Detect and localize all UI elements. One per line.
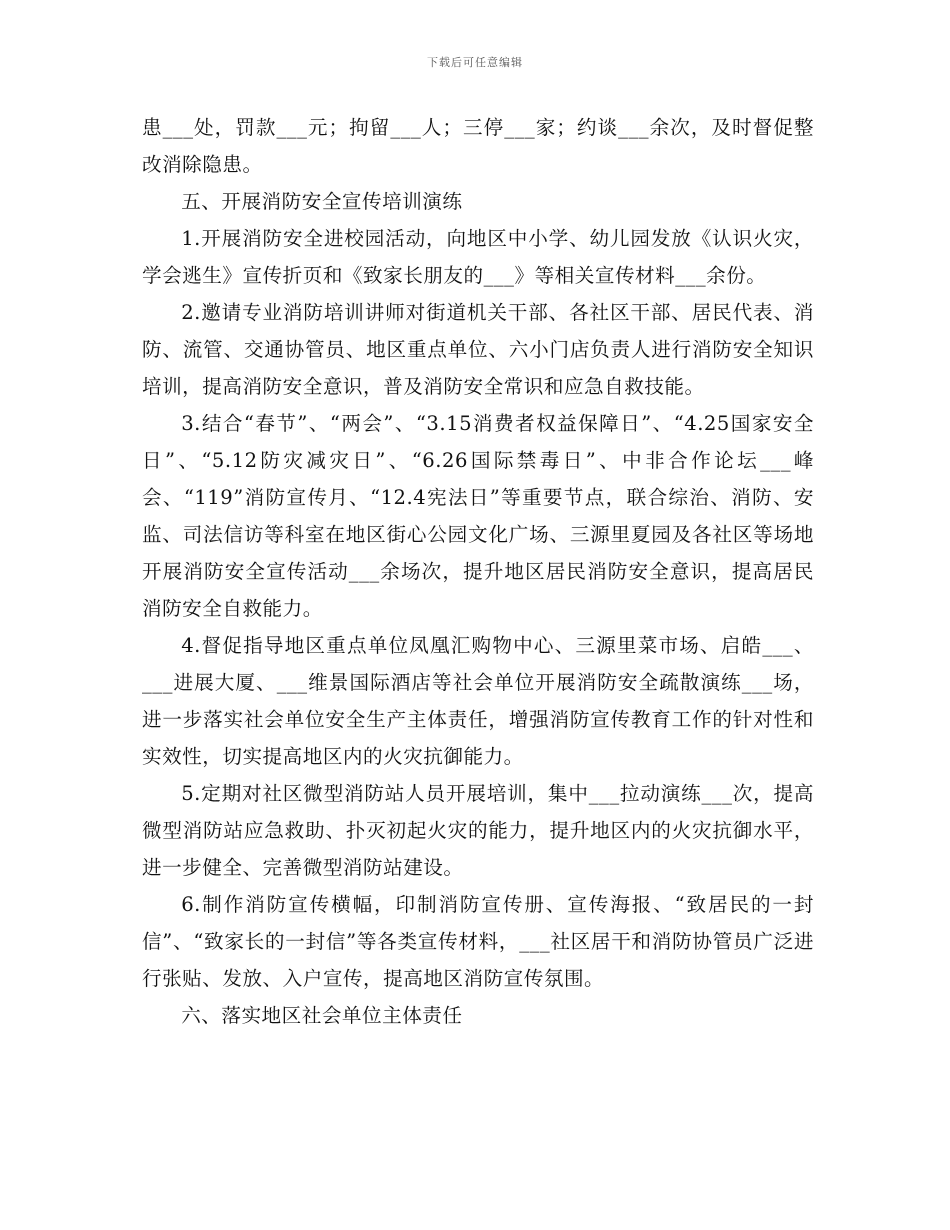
section-heading-6: 六、落实地区社会单位主体责任 — [181, 1004, 463, 1027]
paragraph-item-1: 1.开展消防安全进校园活动，向地区中小学、幼儿园发放《认识火灾，学会逃生》宣传折页和《致家长朋友的___》等相关宣传材料___余份。 — [142, 227, 814, 287]
document-body — [142, 109, 814, 1034]
paragraph-item-6: 6.制作消防宣传横幅，印制消防宣传册、宣传海报、“致居民的一封信”、“致家长的一封信”等各类宣传材料，___社区居干和消防协管员广泛进行张贴、发放、入户宣传，提高地区消防宣传氛围。 — [142, 893, 814, 990]
section-heading-5: 五、开展消防安全宣传培训演练 — [181, 190, 463, 213]
paragraph-item-4: 4.督促指导地区重点单位凤凰汇购物中心、三源里菜市场、启皓___、___进展大厦、___维景国际酒店等社会单位开展消防安全疏散演练___场，进一步落实社会单位安全生产主体责任，增强消防宣传教育工作的针对性和实效性，切实提高地区内的火灾抗御能力。 — [142, 634, 814, 768]
paragraph-item-5: 5.定期对社区微型消防站人员开展培训，集中___拉动演练___次，提高微型消防站应急救助、扑灭初起火灾的能力，提升地区内的火灾抗御水平，进一步健全、完善微型消防站建设。 — [142, 782, 814, 879]
header-note: 下载后可任意编辑 — [427, 56, 523, 69]
paragraph-item-2: 2.邀请专业消防培训讲师对街道机关干部、各社区干部、居民代表、消防、流管、交通协管员、地区重点单位、六小门店负责人进行消防安全知识培训，提高消防安全意识，普及消防安全常识和应急自救技能。 — [142, 301, 814, 398]
paragraph-carryover: 患___处，罚款___元；拘留___人；三停___家；约谈___余次，及时督促整改消除隐患。 — [142, 116, 814, 176]
paragraph-item-3: 3.结合“春节”、“两会”、“3.15消费者权益保障日”、“4.25国家安全日”、“5.12防灾减灾日”、“6.26国际禁毒日”、中非合作论坛___峰会、“119”消防宣传月、“12.4宪法日”等重要节点，联合综治、消防、安监、司法信访等科室在地区街心公园文化广场、三源里夏园及各社区等场地开展消防安全宣传活动___余场次，提升地区居民消防安全意识，提高居民消防安全自救能力。 — [142, 412, 814, 620]
